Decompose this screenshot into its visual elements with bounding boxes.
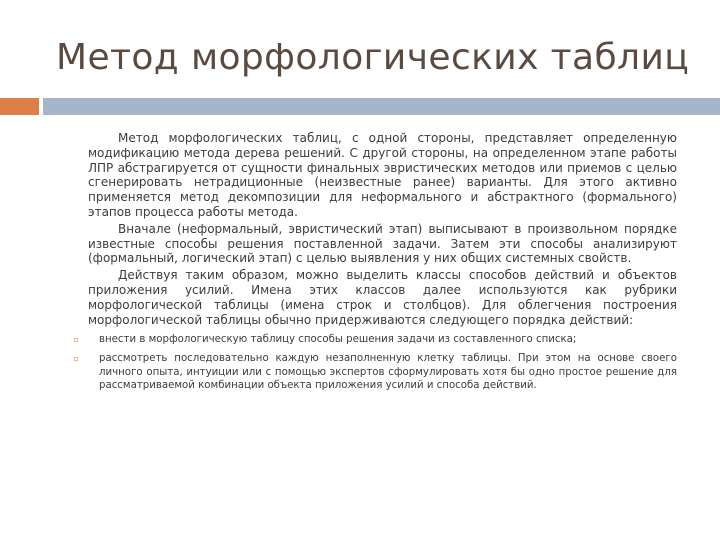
square-bullet-icon: ▫ [73,353,79,363]
bullet-text: внести в морфологическую таблицу способы решения задачи из составленного списка; [99,334,577,346]
bullet-text: рассмотреть последовательно каждую незаполненную клетку таблицы. При этом на основе своего личного опыта, интуиции или с помощью экспертов сформулировать хотя бы одно простое решение для рассматриваемой комбинации объекта приложения усилий и способа действий. [99,352,677,392]
title-accent-bar [0,98,39,115]
square-bullet-icon: ▫ [73,335,79,345]
body-paragraph-3: Действуя таким образом, можно выделить классы способов действий и объектов приложения усилий. Имена этих классов далее используются как рубрики морфологической таблицы (имена строк и столбцов). Для облегчения построения морфологической таблицы обычно придерживаются следующего порядка действий: [88,268,677,327]
bullet-list [71,333,677,392]
slide-title: Метод морфологических таблиц [56,37,690,78]
body-paragraph-1: Метод морфологических таблиц, с одной стороны, представляет определенную модификацию метода дерева решений. С другой стороны, на определенном этапе работы ЛПР абстрагируется от сущности финальных эвристических методов или приемов с целью сгенерировать нетрадиционные (неизвестные ранее) варианты. Для этого активно применяется метод декомпозиции для неформального и абстрактного (формального) этапов процесса работы метода. [88,131,677,219]
slide-body [73,131,677,398]
bullet-item [71,333,677,347]
title-rule-bar [43,98,720,115]
body-paragraph-2: Вначале (неформальный, эвристический этап) выписывают в произвольном порядке известные способы решения поставленной задачи. Затем эти способы анализируют (формальный, логический этап) с целью выявления у них общих системных свойств. [88,221,677,266]
bullet-item [71,352,677,393]
